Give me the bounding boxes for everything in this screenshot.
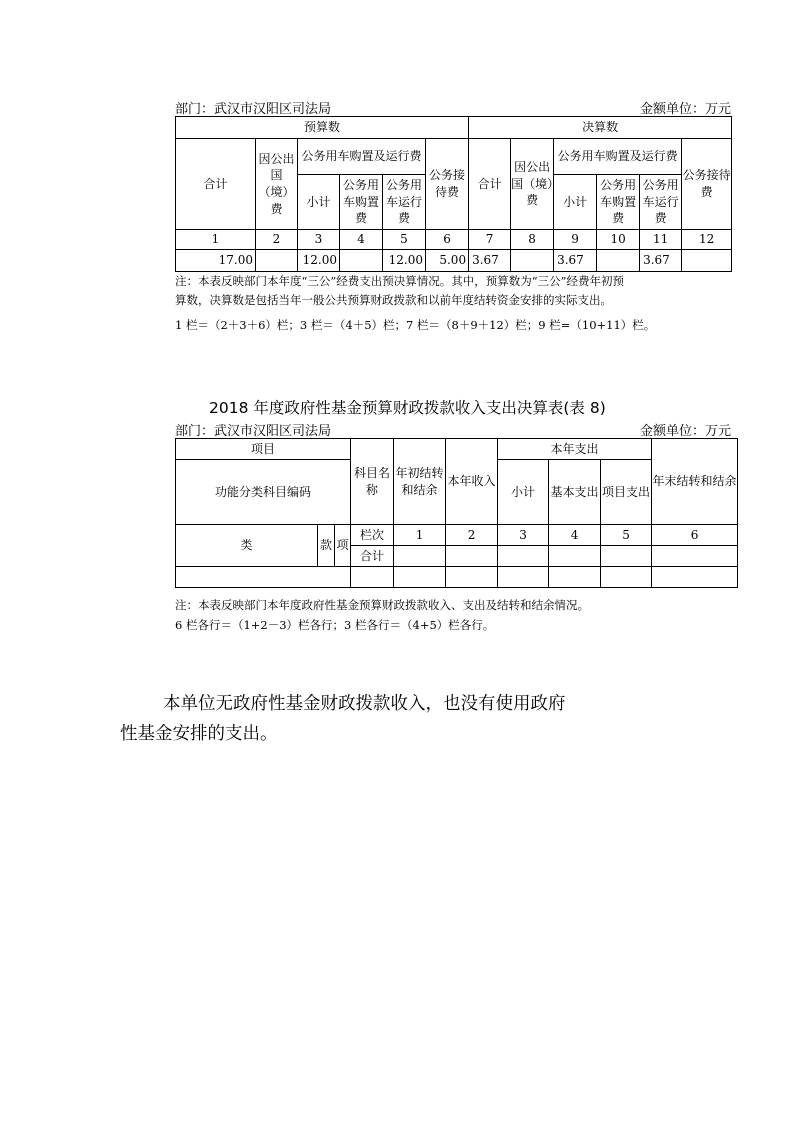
budget-car-group-header: 公务用车购置及运行费 xyxy=(298,139,426,175)
value-cell: 3.67 xyxy=(469,250,511,272)
empty-cell xyxy=(498,567,549,588)
empty-cell xyxy=(549,567,601,588)
value-cell: 3.67 xyxy=(640,250,682,272)
final-subtotal-header: 小计 xyxy=(554,175,597,230)
value-cell xyxy=(340,250,383,272)
empty-cell xyxy=(394,567,446,588)
table7-note-2: 算数，决算数是包括当年一般公共预算财政拨款和以前年度结转资金安排的实际支出。 xyxy=(175,293,612,307)
statement-line-1: 本单位无政府性基金财政拨款收入，也没有使用政府 xyxy=(163,694,566,714)
col-number: 9 xyxy=(554,230,597,250)
final-total-header: 合计 xyxy=(469,139,511,230)
table8-note-2: 6 栏各行＝（1+2－3）栏各行；3 栏各行＝（4+5）栏各行。 xyxy=(175,618,495,632)
empty-cell xyxy=(394,546,446,567)
empty-cell xyxy=(446,567,498,588)
table7 xyxy=(175,116,732,272)
empty-cell xyxy=(652,567,738,588)
kuan-header: 款 xyxy=(318,525,335,567)
budget-subtotal-header: 小计 xyxy=(298,175,340,230)
budget-abroad-header: 因公出国（境）费 xyxy=(256,139,298,230)
empty-cell xyxy=(498,546,549,567)
table7-unit: 金额单位：万元 xyxy=(639,102,731,117)
lanci-label: 栏次 xyxy=(351,525,394,546)
value-cell: 17.00 xyxy=(176,250,256,272)
value-cell xyxy=(597,250,640,272)
budget-car-purchase-header: 公务用车购置费 xyxy=(340,175,383,230)
func-code-header: 功能分类科目编码 xyxy=(176,460,351,525)
table7-note-3: 1 栏＝（2＋3＋6）栏；3 栏＝（4＋5）栏；7 栏＝（8＋9＋12）栏；9 栏=（10+11）栏。 xyxy=(175,318,656,332)
col-number: 3 xyxy=(498,525,549,546)
final-abroad-header: 因公出国（境）费 xyxy=(511,139,554,230)
final-car-run-header: 公务用车运行费 xyxy=(640,175,682,230)
value-cell xyxy=(682,250,732,272)
col-number: 4 xyxy=(340,230,383,250)
col-number: 6 xyxy=(652,525,738,546)
project-expense-header: 项目支出 xyxy=(601,460,652,525)
table8-unit: 金额单位：万元 xyxy=(639,424,731,439)
value-cell xyxy=(256,250,298,272)
opening-balance-header: 年初结转和结余 xyxy=(394,439,446,525)
col-number: 4 xyxy=(549,525,601,546)
col-number: 6 xyxy=(426,230,469,250)
basic-expense-header: 基本支出 xyxy=(549,460,601,525)
final-reception-header: 公务接待费 xyxy=(682,139,732,230)
value-cell xyxy=(511,250,554,272)
col-number: 1 xyxy=(176,230,256,250)
col-number: 2 xyxy=(446,525,498,546)
table7-dept: 部门：武汉市汉阳区司法局 xyxy=(175,102,332,117)
empty-cell xyxy=(549,546,601,567)
budget-total-header: 合计 xyxy=(176,139,256,230)
budget-header: 预算数 xyxy=(176,117,469,139)
col-number: 11 xyxy=(640,230,682,250)
subject-name-header: 科目名称 xyxy=(351,439,394,525)
col-number: 8 xyxy=(511,230,554,250)
value-cell: 12.00 xyxy=(383,250,426,272)
empty-cell xyxy=(176,567,351,588)
budget-reception-header: 公务接待费 xyxy=(426,139,469,230)
xiang-header: 项 xyxy=(335,525,351,567)
table8-dept: 部门：武汉市汉阳区司法局 xyxy=(175,424,332,439)
col-number: 5 xyxy=(383,230,426,250)
value-cell: 3.67 xyxy=(554,250,597,272)
table8-title: 2018 年度政府性基金预算财政拨款收入支出决算表(表 8) xyxy=(209,399,606,417)
statement-line-2: 性基金安排的支出。 xyxy=(120,724,278,744)
value-cell: 12.00 xyxy=(298,250,340,272)
empty-cell xyxy=(446,546,498,567)
table8 xyxy=(175,438,738,588)
final-header: 决算数 xyxy=(469,117,732,139)
empty-cell xyxy=(601,567,652,588)
col-number: 1 xyxy=(394,525,446,546)
empty-cell xyxy=(601,546,652,567)
table7-note-1: 注：本表反映部门本年度“三公”经费支出预决算情况。其中，预算数为“三公”经费年初预 xyxy=(175,274,625,288)
heji-label: 合计 xyxy=(351,546,394,567)
value-cell: 5.00 xyxy=(426,250,469,272)
expense-group-header: 本年支出 xyxy=(498,439,652,460)
item-header: 项目 xyxy=(176,439,351,460)
col-number: 7 xyxy=(469,230,511,250)
final-car-group-header: 公务用车购置及运行费 xyxy=(554,139,682,175)
col-number: 12 xyxy=(682,230,732,250)
col-number: 5 xyxy=(601,525,652,546)
empty-cell xyxy=(351,567,394,588)
income-header: 本年收入 xyxy=(446,439,498,525)
lei-header: 类 xyxy=(176,525,318,567)
table8-note-1: 注：本表反映部门本年度政府性基金预算财政拨款收入、支出及结转和结余情况。 xyxy=(175,598,589,612)
budget-car-run-header: 公务用车运行费 xyxy=(383,175,426,230)
final-car-purchase-header: 公务用车购置费 xyxy=(597,175,640,230)
col-number: 3 xyxy=(298,230,340,250)
col-number: 2 xyxy=(256,230,298,250)
expense-subtotal-header: 小计 xyxy=(498,460,549,525)
col-number: 10 xyxy=(597,230,640,250)
ending-balance-header: 年末结转和结余 xyxy=(652,439,738,525)
empty-cell xyxy=(652,546,738,567)
